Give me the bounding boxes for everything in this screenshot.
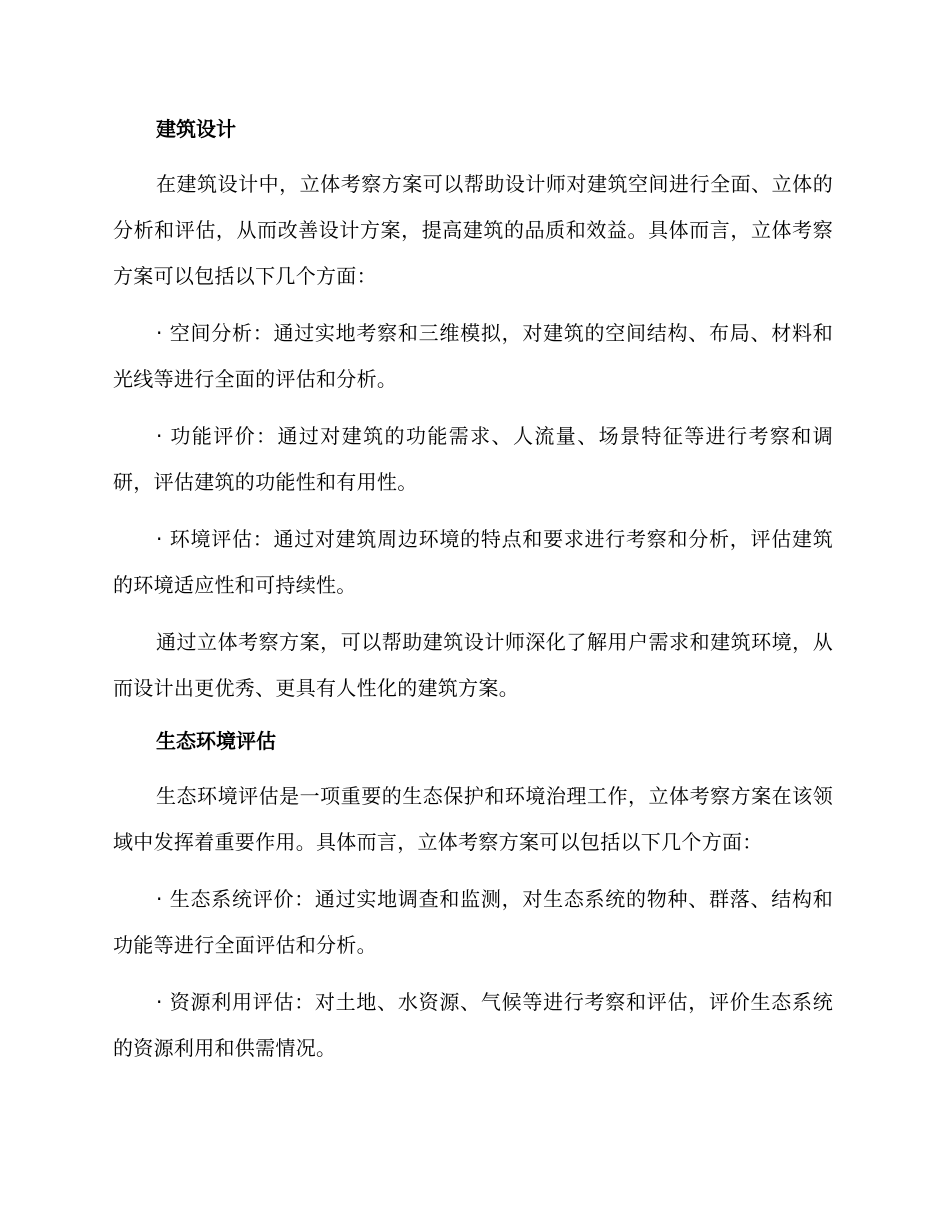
section-architecture-design (113, 110, 833, 711)
summary-paragraph: 通过立体考察方案，可以帮助建筑设计师深化了解用户需求和建筑环境，从而设计出更优秀、更具有人性化的建筑方案。 (113, 630, 833, 700)
bullet-ecosystem-evaluation: · 生态系统评价：通过实地调查和监测，对生态系统的物种、群落、结构和功能等进行全面评估和分析。 (113, 887, 833, 957)
section-heading: 建筑设计 (156, 117, 236, 141)
intro-paragraph: 生态环境评估是一项重要的生态保护和环境治理工作，立体考察方案在该领域中发挥着重要作用。具体而言，立体考察方案可以包括以下几个方面： (113, 784, 833, 854)
intro-paragraph: 在建筑设计中，立体考察方案可以帮助设计师对建筑空间进行全面、立体的分析和评估，从而改善设计方案，提高建筑的品质和效益。具体而言，立体考察方案可以包括以下几个方面： (113, 172, 833, 288)
document-page (113, 110, 833, 1082)
section-ecological-assessment (113, 722, 833, 1071)
bullet-function-evaluation: · 功能评价：通过对建筑的功能需求、人流量、场景特征等进行考察和调研，评估建筑的功能性和有用性。 (113, 424, 833, 494)
bullet-space-analysis: · 空间分析：通过实地考察和三维模拟，对建筑的空间结构、布局、材料和光线等进行全面的评估和分析。 (113, 321, 833, 391)
bullet-resource-utilization: · 资源利用评估：对土地、水资源、气候等进行考察和评估，评价生态系统的资源利用和供需情况。 (113, 990, 833, 1060)
bullet-environment-assessment: · 环境评估：通过对建筑周边环境的特点和要求进行考察和分析，评估建筑的环境适应性和可持续性。 (113, 527, 833, 597)
section-heading: 生态环境评估 (156, 729, 276, 753)
